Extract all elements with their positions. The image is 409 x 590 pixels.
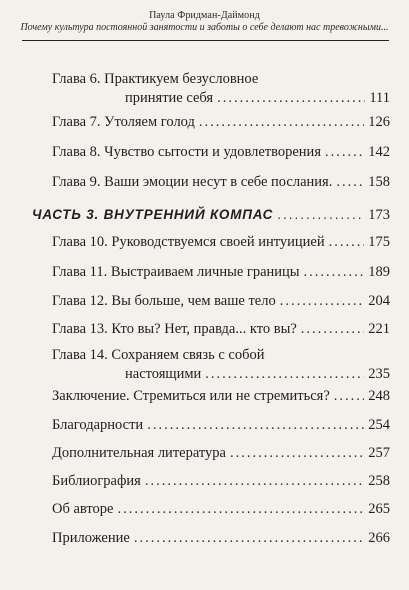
toc-entry-chapter-14: [52, 346, 390, 384]
toc-entry-title: настоящими: [125, 366, 202, 382]
running-head-author: Паула Фридман-Даймонд: [149, 10, 260, 21]
toc-page-number: 126: [368, 114, 390, 130]
toc-page-number: 111: [369, 90, 390, 106]
toc-part-title: ЧАСТЬ 3. ВНУТРЕННИЙ КОМПАС: [32, 207, 274, 222]
toc-page-number: 142: [368, 144, 390, 160]
toc-page-number: 221: [368, 321, 390, 337]
toc-leader-dots: [145, 472, 364, 491]
toc-page-number: 175: [368, 234, 390, 250]
toc-entry-title: Дополнительная литература: [52, 445, 226, 461]
toc-leader-dots: [217, 89, 365, 108]
toc-entry-about-author: [52, 500, 390, 519]
toc-leader-dots: [205, 365, 364, 384]
toc-page-number: 189: [368, 264, 390, 280]
toc-entry-chapter-6: [52, 70, 390, 108]
toc-entry-chapter-12: [52, 292, 390, 311]
toc-leader-dots: [230, 444, 364, 463]
toc-page-number: 204: [368, 293, 390, 309]
toc-entry-title: Библиография: [52, 473, 141, 489]
toc-entry-title-line1: Глава 14. Сохраняем связь с собой: [52, 347, 265, 363]
toc-entry-title-line1: Глава 6. Практикуем безусловное: [52, 71, 259, 87]
toc-entry-conclusion: [52, 387, 390, 406]
toc-leader-dots: [336, 173, 364, 192]
toc-entry-title: принятие себя: [125, 90, 214, 106]
toc-leader-dots: [301, 320, 364, 339]
toc-page-number: 173: [368, 207, 390, 223]
toc-leader-dots: [334, 387, 364, 406]
toc-entry-chapter-11: [52, 263, 390, 282]
toc-entry-chapter-7: [52, 113, 390, 132]
toc-entry-title: Глава 10. Руководствуемся своей интуицией: [52, 234, 325, 250]
toc-entry-chapter-9: [52, 173, 390, 192]
toc-entry-title: Глава 7. Утоляем голод: [52, 114, 195, 130]
toc-entry-chapter-10: [52, 233, 390, 252]
toc-part-3: [32, 205, 390, 225]
toc-entry-appendix: [52, 529, 390, 548]
toc-entry-title: Глава 8. Чувство сытости и удовлетворения: [52, 144, 321, 160]
toc-leader-dots: [277, 205, 364, 224]
toc-page-number: 266: [368, 530, 390, 546]
toc-entry-chapter-13: [52, 320, 390, 339]
toc-page-number: 158: [368, 174, 390, 190]
toc-entry-title: Об авторе: [52, 501, 114, 517]
toc-page-number: 248: [368, 388, 390, 404]
toc-entry-title: Благодарности: [52, 417, 144, 433]
toc-entry-title: Приложение: [52, 530, 130, 546]
toc-leader-dots: [147, 416, 364, 435]
toc-leader-dots: [329, 233, 365, 252]
toc-entry-further-reading: [52, 444, 390, 463]
toc-entry-bibliography: [52, 472, 390, 491]
toc-entry-title: Глава 12. Вы больше, чем ваше тело: [52, 293, 276, 309]
toc-leader-dots: [304, 263, 365, 282]
toc-entry-title: Глава 13. Кто вы? Нет, правда... кто вы?: [52, 321, 297, 337]
toc-page-number: 258: [368, 473, 390, 489]
toc-leader-dots: [199, 113, 364, 132]
toc-entry-acknowledgements: [52, 416, 390, 435]
toc-entry-title: Заключение. Стремиться или не стремиться?: [52, 388, 330, 404]
toc-page-number: 257: [368, 445, 390, 461]
toc-leader-dots: [280, 292, 365, 311]
toc-entry-chapter-8: [52, 143, 390, 162]
toc-leader-dots: [134, 529, 364, 548]
toc-entry-title: Глава 11. Выстраиваем личные границы: [52, 264, 300, 280]
toc-entry-title: Глава 9. Ваши эмоции несут в себе послания.: [52, 174, 333, 190]
toc-page-number: 235: [368, 366, 390, 382]
toc-page-number: 254: [368, 417, 390, 433]
toc-leader-dots: [117, 500, 364, 519]
running-head-book-title: Почему культура постоянной занятости и заботы о себе делают нас тревожными...: [20, 22, 389, 33]
toc-leader-dots: [325, 143, 364, 162]
toc-page-number: 265: [368, 501, 390, 517]
